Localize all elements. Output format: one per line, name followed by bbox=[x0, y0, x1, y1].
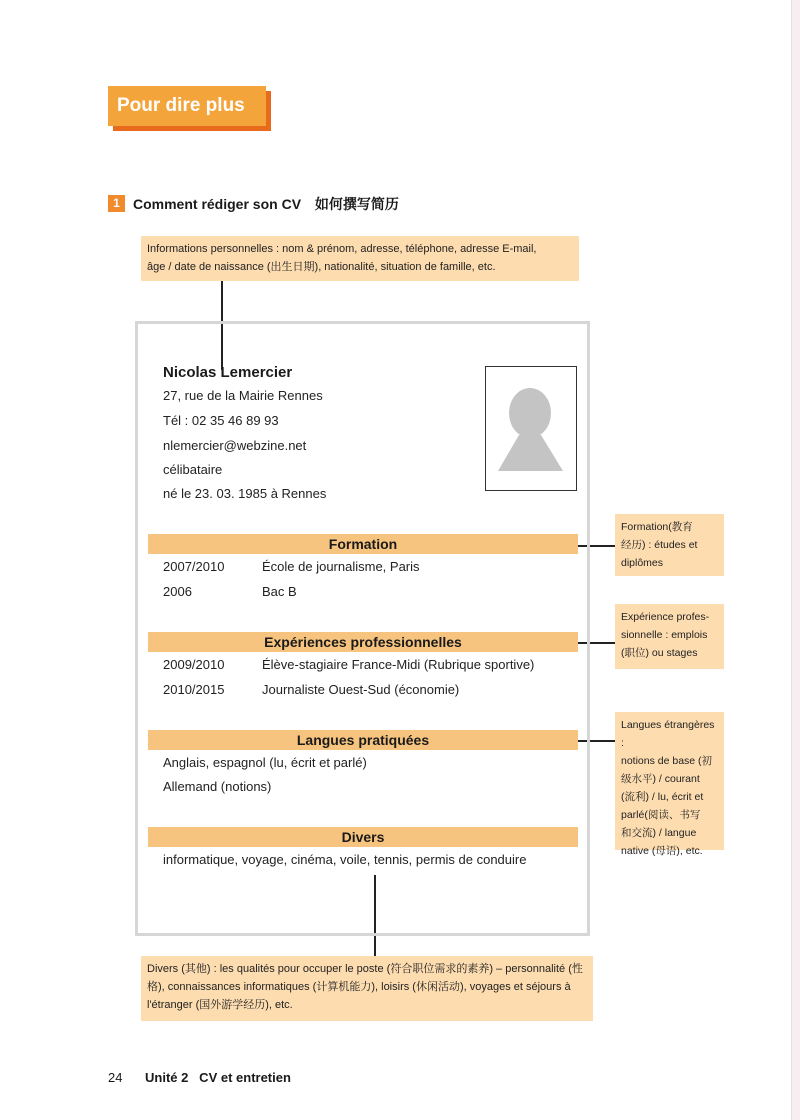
page-banner: Pour dire plus bbox=[108, 86, 266, 126]
photo-placeholder bbox=[485, 366, 577, 491]
section-title-fr: Comment rédiger son CV bbox=[133, 196, 302, 212]
note-experience bbox=[615, 604, 724, 669]
formation-entry: École de journalisme, Paris bbox=[262, 559, 420, 574]
experience-date: 2009/2010 bbox=[163, 657, 225, 672]
note-line: l'étranger (国外游学经历), etc. bbox=[147, 999, 293, 1011]
note-line: diplômes bbox=[621, 557, 664, 569]
note-formation bbox=[615, 514, 724, 576]
note-line: 格), connaissances informatiques (计算机能力), loisirs (休闲活动), voyages et séjours à bbox=[147, 981, 571, 993]
note-line: native (母语), etc. bbox=[621, 845, 703, 857]
person-silhouette-icon bbox=[486, 367, 575, 489]
note-line: Formation(教育 bbox=[621, 521, 693, 533]
note-line: âge / date de naissance (出生日期), nationalité, situation de famille, etc. bbox=[147, 261, 496, 273]
section-bar-formation: Formation bbox=[148, 534, 578, 554]
language-line: Allemand (notions) bbox=[163, 779, 272, 794]
unit-title: Unité 2 CV et entretien bbox=[145, 1070, 291, 1085]
experience-entry: Élève-stagiaire France-Midi (Rubrique sportive) bbox=[262, 657, 535, 672]
formation-entry: Bac B bbox=[262, 584, 297, 599]
note-line: 级水平) / courant bbox=[621, 773, 700, 785]
cv-status: célibataire bbox=[163, 462, 223, 477]
language-line: Anglais, espagnol (lu, écrit et parlé) bbox=[163, 755, 367, 770]
cv-phone: Tél : 02 35 46 89 93 bbox=[163, 413, 279, 428]
experience-entry: Journaliste Ouest-Sud (économie) bbox=[262, 682, 460, 697]
note-line: Divers (其他) : les qualités pour occuper le poste (符合职位需求的素养) – personnalité (性 bbox=[147, 963, 583, 975]
formation-date: 2006 bbox=[163, 584, 192, 599]
note-line: Informations personnelles : nom & prénom, adresse, téléphone, adresse E-mail, bbox=[147, 243, 537, 255]
cv-birth: né le 23. 03. 1985 à Rennes bbox=[163, 486, 327, 501]
note-personal-info bbox=[141, 236, 579, 281]
cv-name: Nicolas Lemercier bbox=[163, 364, 293, 381]
note-line: sionnelle : emplois bbox=[621, 629, 708, 641]
cv-email: nlemercier@webzine.net bbox=[163, 438, 307, 453]
experience-date: 2010/2015 bbox=[163, 682, 225, 697]
note-line: (流利) / lu, écrit et bbox=[621, 791, 704, 803]
page-edge bbox=[792, 0, 800, 1120]
note-line: notions de base (初 bbox=[621, 755, 713, 767]
section-title-zh: 如何撰写简历 bbox=[314, 196, 399, 212]
section-bar-languages: Langues pratiquées bbox=[148, 730, 578, 750]
note-line: Langues étrangères : bbox=[621, 719, 715, 749]
divers-text: informatique, voyage, cinéma, voile, tennis, permis de conduire bbox=[163, 852, 527, 867]
note-languages bbox=[615, 712, 724, 857]
section-number: 1 bbox=[108, 195, 125, 212]
section-bar-experiences: Expériences professionnelles bbox=[148, 632, 578, 652]
cv-address: 27, rue de la Mairie Rennes bbox=[163, 388, 323, 403]
section-bar-divers: Divers bbox=[148, 827, 578, 847]
note-line: 经历) : études et bbox=[621, 539, 698, 551]
section-title bbox=[133, 194, 399, 214]
note-divers bbox=[141, 956, 593, 1021]
page-number: 24 bbox=[108, 1070, 123, 1085]
note-line: 和交流) / langue bbox=[621, 827, 697, 839]
formation-date: 2007/2010 bbox=[163, 559, 225, 574]
note-line: (职位) ou stages bbox=[621, 647, 698, 659]
note-line: Expérience profes- bbox=[621, 611, 710, 623]
note-line: parlé(阅读、书写 bbox=[621, 809, 701, 821]
